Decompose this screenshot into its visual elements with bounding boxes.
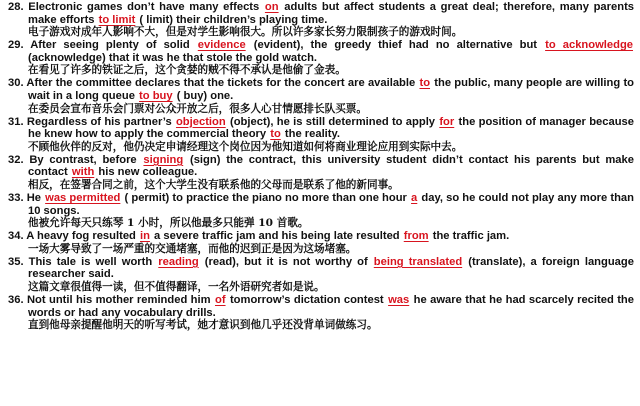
answer-text: was	[388, 293, 410, 306]
sentence-text: He	[26, 191, 45, 204]
chinese-translation: 直到他母亲提醒他明天的听写考试，她才意识到他几乎还没背单词做练习。	[28, 319, 378, 332]
sentence-text: tomorrow’s dictation contest	[226, 293, 388, 306]
item-number: 35.	[8, 255, 29, 268]
answer-text: on	[264, 1, 279, 13]
sentence-text: After the committee declares that the tickets for the concert are available	[26, 77, 419, 90]
sentence-text: Not until his mother reminded him	[26, 293, 214, 306]
exercise-sentence	[8, 116, 634, 141]
sentence-text: ( limit) their children’s playing time.	[136, 13, 328, 26]
exercise-item	[8, 154, 634, 192]
sentence-text: a severe traffic jam and his being late resulted	[150, 230, 403, 243]
answer-text: reading	[158, 255, 199, 268]
exercise-sentence	[8, 77, 634, 102]
sentence-text: the position of manager because he knew how to apply the commercial theory	[28, 115, 634, 141]
sentence-text: A heavy fog resulted	[26, 230, 139, 243]
chinese-translation: 在委员会宣布音乐会门票对公众开放之后，很多人心甘情愿排长队买票。	[28, 102, 367, 115]
item-number: 30.	[8, 77, 27, 90]
answer-text: being translated	[373, 255, 463, 268]
answer-text: of	[214, 293, 226, 306]
sentence-text: This tale is well worth	[28, 255, 158, 268]
exercise-item	[8, 39, 634, 77]
sentence-text: his new colleague.	[95, 166, 198, 179]
answer-text: signing	[143, 153, 184, 166]
answer-text: to	[419, 77, 431, 90]
sentence-text: (sign) the contract, this university student didn’t contact his parents but make contact	[28, 153, 634, 179]
exercise-item	[8, 230, 634, 256]
item-number: 31.	[8, 115, 27, 128]
chinese-translation: 一场大雾导致了一场严重的交通堵塞，而他的迟到正是因为这场堵塞。	[28, 242, 357, 255]
sentence-text: adults but affect students a great deal; therefore, many parents make efforts	[28, 1, 635, 26]
answer-text: evidence	[197, 39, 246, 52]
sentence-text: Electronic games don’t have many effects	[28, 1, 264, 13]
answer-text: from	[403, 230, 429, 243]
item-number: 28.	[8, 1, 29, 13]
sentence-text: day, so he could not play any more than 10 songs.	[28, 191, 634, 217]
sentence-text: the traffic jam.	[429, 230, 510, 243]
item-number: 32.	[8, 153, 30, 166]
answer-text: with	[71, 166, 95, 179]
answer-text: objection	[175, 115, 226, 128]
exercise-item	[8, 256, 634, 294]
exercise-item	[8, 1, 634, 39]
answer-text: to	[270, 128, 281, 141]
sentence-text: Regardless of his partner’s	[26, 115, 175, 128]
sentence-text: ( permit) to practice the piano no more than one hour	[121, 191, 411, 204]
chinese-translation: 不顾他伙伴的反对，他仍决定申请经理这个岗位因为他知道如何将商业理论应用到实际中去。	[28, 140, 463, 153]
answer-text: to buy	[139, 89, 173, 102]
sentence-text: By contrast, before	[29, 153, 143, 166]
item-number: 29.	[8, 39, 31, 52]
sentence-text: the public, many people are willing to wait in a long queue	[28, 77, 634, 102]
exercise-sentence	[8, 230, 634, 243]
exercise-sentence	[8, 192, 634, 217]
item-number: 36.	[8, 293, 27, 306]
sentence-text: ( buy) one.	[173, 89, 234, 102]
chinese-translation: 电子游戏对成年人影响不大，但是对学生影响很大。所以许多家长努力限制孩子的游戏时间。	[28, 26, 463, 39]
exercise-sentence	[8, 1, 634, 26]
exercise-sentence	[8, 294, 634, 319]
sentence-text: After seeing plenty of solid	[30, 39, 197, 52]
sentence-text: (translate), a foreign language researcher said.	[28, 255, 634, 281]
answer-text: a	[411, 191, 418, 204]
answer-text: for	[439, 115, 455, 128]
chinese-translation: 这篇文章很值得一读，但不值得翻译，一名外语研究者如是说。	[28, 280, 325, 293]
exercise-sentence	[8, 154, 634, 179]
exercise-item	[8, 116, 634, 154]
item-number: 34.	[8, 230, 27, 243]
exercise-item	[8, 77, 634, 115]
exercise-item	[8, 192, 634, 230]
sentence-text: (evident), the greedy thief had no alternative but	[246, 39, 545, 52]
answer-text: to acknowledge	[545, 39, 634, 52]
chinese-translation: 他被允许每天只练琴 1 小时，所以他最多只能弹 10 首歌。	[28, 217, 309, 230]
chinese-translation: 在看见了许多的铁证之后，这个贪婪的贼不得不承认是他偷了金表。	[28, 64, 346, 77]
chinese-translation: 相反，在签署合同之前，这个大学生没有联系他的父母而是联系了他的新同事。	[28, 178, 399, 191]
exercise-item	[8, 294, 634, 332]
sentence-text: (acknowledge) that it was he that stole the gold watch.	[28, 51, 318, 64]
sentence-text: he aware that he had scarcely recited the words or had any vocabulary drills.	[28, 293, 634, 319]
answer-text: was permitted	[45, 191, 121, 204]
item-number: 33.	[8, 191, 27, 204]
exercise-sentence	[8, 256, 634, 281]
exercise-sentence	[8, 39, 634, 64]
sentence-text: (object), he is still determined to apply	[226, 115, 439, 128]
sentence-text: the reality.	[281, 128, 341, 141]
answer-text: in	[139, 230, 150, 243]
answer-text: to limit	[98, 13, 136, 26]
sentence-text: (read), but it is not worthy of	[199, 255, 373, 268]
